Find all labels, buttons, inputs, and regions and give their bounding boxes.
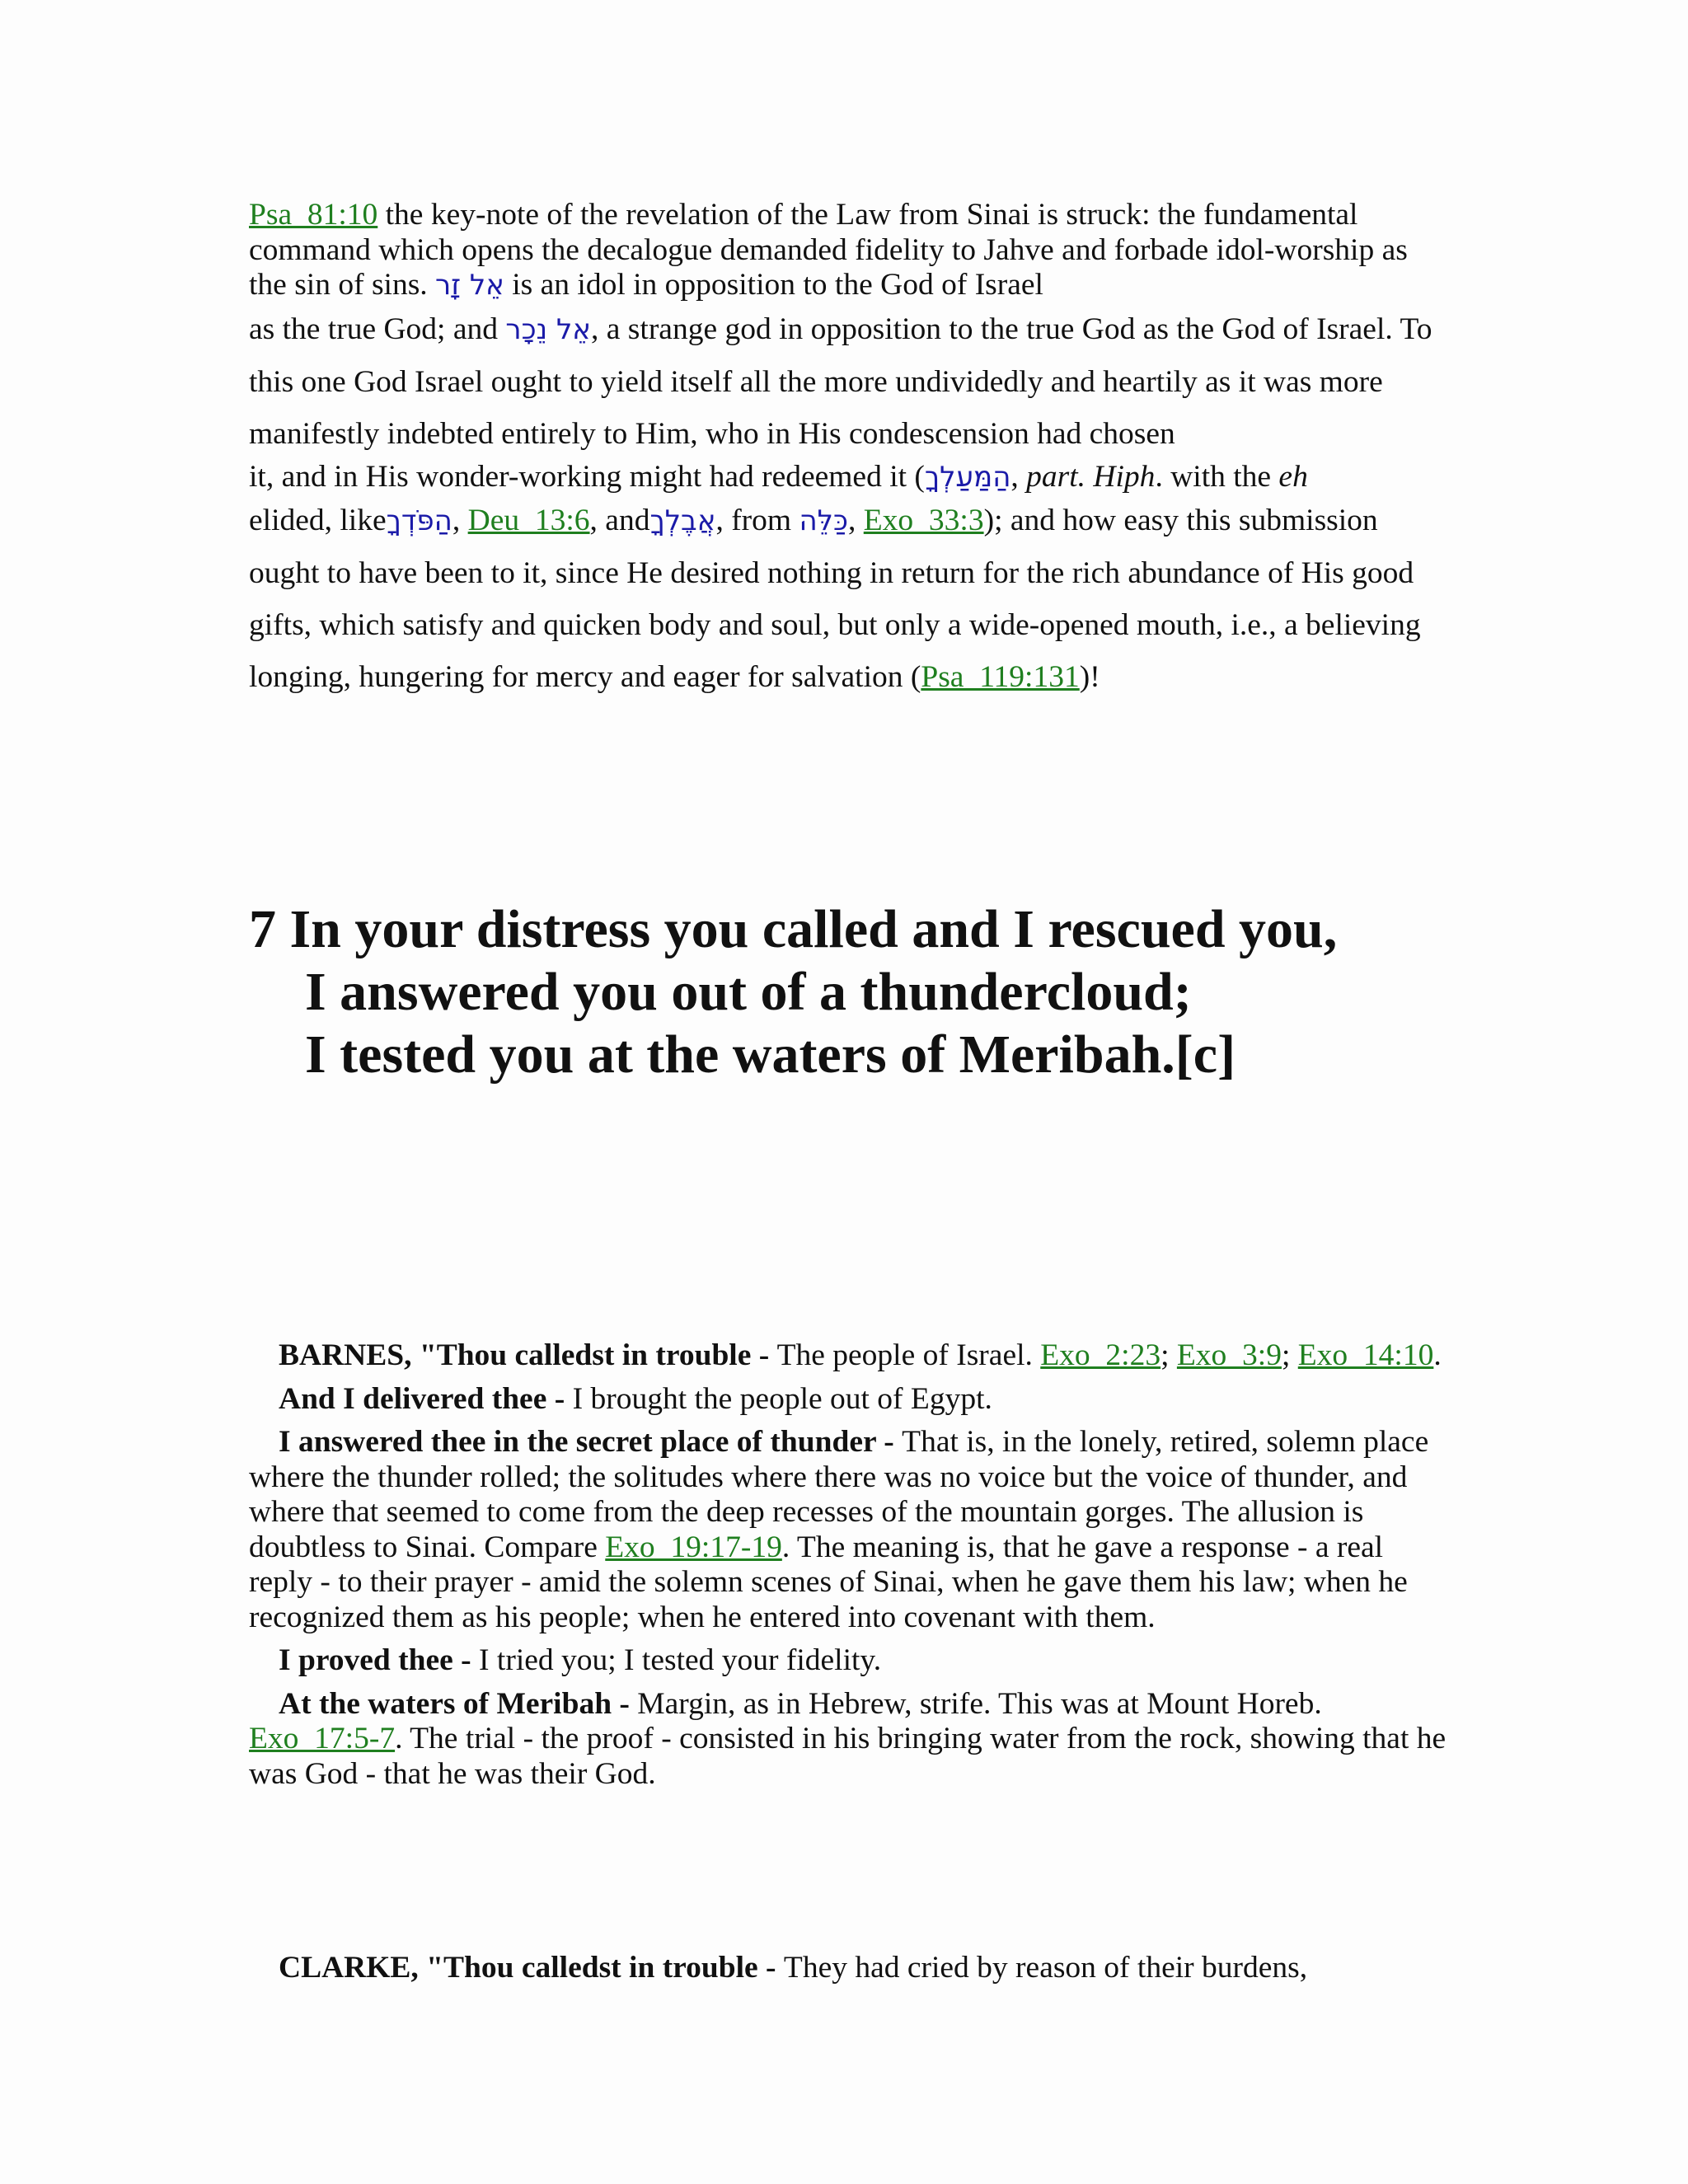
text: elided, like <box>249 504 387 537</box>
text: They had cried by reason of their burdens, <box>783 1951 1308 1985</box>
scripture-link-exo-19-17-19[interactable]: Exo_19:17-19 <box>605 1530 782 1564</box>
bold-lemma: CLARKE, "Thou calledst in trouble - <box>279 1951 784 1985</box>
hebrew-word: אֲבֶלְךָ <box>649 504 716 537</box>
text: is an idol in opposition to the God of Israel <box>504 268 1043 302</box>
text: I tried you; I tested your fidelity. <box>479 1643 882 1677</box>
text: . with the <box>1155 459 1279 494</box>
text: , <box>1010 459 1027 494</box>
text: , <box>848 504 864 537</box>
scripture-link-psa-81-10[interactable]: Psa_81:10 <box>249 198 378 232</box>
text-line <box>249 303 1452 460</box>
commentary-paragraph-delitzsch <box>249 198 1452 703</box>
text: That is, in the lonely, retired, solemn place where the thunder rolled; the solitudes where there was no voice but the voice of thunder, and where that seemed to come from the deep recesses of the mountain gorges. The allusion is doubtless to Sinai. Compare <box>249 1425 1429 1564</box>
scripture-link-exo-14-10[interactable]: Exo_14:10 <box>1297 1338 1434 1372</box>
bold-lemma: At the waters of Meribah - <box>279 1686 638 1721</box>
hebrew-word: אֵל נֵכָר <box>505 312 592 346</box>
barnes-paragraph-3 <box>249 1425 1452 1635</box>
text: . <box>1433 1338 1442 1372</box>
bold-lemma: BARNES, "Thou calledst in trouble - <box>279 1338 777 1372</box>
verse-line-3: I tested you at the waters of Meribah.[c] <box>305 1024 1236 1085</box>
hebrew-word: הַפֹּדְךָ <box>386 504 452 537</box>
bold-lemma: I answered thee in the secret place of thunder - <box>279 1425 903 1459</box>
text: , and <box>589 504 650 537</box>
hebrew-word: הַמַּעַלְךָ <box>924 460 1011 494</box>
scripture-link-exo-17-5-7[interactable]: Exo_17:5-7 <box>249 1722 396 1755</box>
text: ; <box>1160 1338 1177 1372</box>
text: , <box>452 504 468 537</box>
text: it, and in His wonder-working might had redeemed it ( <box>249 459 925 494</box>
text: the key-note of the revelation of the Law from Sinai is struck: the fundamental command which opens the decalogue demanded fidelity to Jahve and forbade idol-worship as the sin of sins. <box>249 198 1408 302</box>
text: as the true God; and <box>249 312 506 346</box>
scripture-link-deu-13-6[interactable]: Deu_13:6 <box>467 504 590 537</box>
barnes-commentary <box>249 1338 1452 1792</box>
italic-text: eh <box>1278 459 1308 494</box>
bold-lemma: I proved thee - <box>279 1643 480 1677</box>
barnes-paragraph-1 <box>249 1338 1452 1374</box>
scripture-link-exo-2-23[interactable]: Exo_2:23 <box>1040 1338 1161 1372</box>
scripture-link-psa-119-131[interactable]: Psa_119:131 <box>921 660 1080 694</box>
text: . The trial - the proof - consisted in his bringing water from the rock, showing that he was God - that he was their God. <box>249 1722 1447 1791</box>
hebrew-word: כַּלֵּה <box>799 504 848 537</box>
hebrew-word: אֵל זָר <box>435 269 504 302</box>
text: )! <box>1079 660 1100 694</box>
scripture-link-exo-33-3[interactable]: Exo_33:3 <box>863 504 984 537</box>
text: ); and how easy this submission ought to have been to it, since He desired nothing in return for the rich abundance of His good gifts, which satisfy and quicken body and soul, but only a wide-opened mouth, i.e., a believing longing, hungering for mercy and eager for salvation ( <box>249 504 1421 694</box>
scripture-link-exo-3-9[interactable]: Exo_3:9 <box>1176 1338 1282 1372</box>
text: I brought the people out of Egypt. <box>572 1381 992 1416</box>
text: The people of Israel. <box>776 1338 1041 1372</box>
text: Margin, as in Hebrew, strife. This was at Mount Horeb. <box>637 1686 1322 1721</box>
text: . The meaning is, that he gave a response - a real reply - to their prayer - amid the solemn scenes of Sinai, when he gave them his law; when he recognized them as his people; when he entered into covenant with them. <box>249 1530 1408 1634</box>
text-line <box>249 494 1452 703</box>
italic-text: part. Hiph <box>1026 459 1156 494</box>
bold-lemma: And I delivered thee - <box>279 1381 573 1416</box>
text: , a strange god in opposition to the true God as the God of Israel. To this one God Israel ought to yield itself all the more undividedly and heartily as it was more manifestly indebted entirely to Him, who in His condescension had chosen <box>249 312 1432 451</box>
text: , from <box>715 504 799 537</box>
verse-heading <box>249 898 1485 1086</box>
clarke-paragraph-1 <box>249 1951 1452 1986</box>
verse-line-1: 7 In your distress you called and I rescued you, <box>249 899 1338 959</box>
clarke-commentary <box>249 1951 1452 1986</box>
barnes-paragraph-5 <box>249 1687 1452 1793</box>
verse-line-2: I answered you out of a thundercloud; <box>305 962 1192 1022</box>
barnes-paragraph-2 <box>249 1382 1452 1418</box>
barnes-paragraph-4 <box>249 1643 1452 1679</box>
text: ; <box>1281 1338 1298 1372</box>
